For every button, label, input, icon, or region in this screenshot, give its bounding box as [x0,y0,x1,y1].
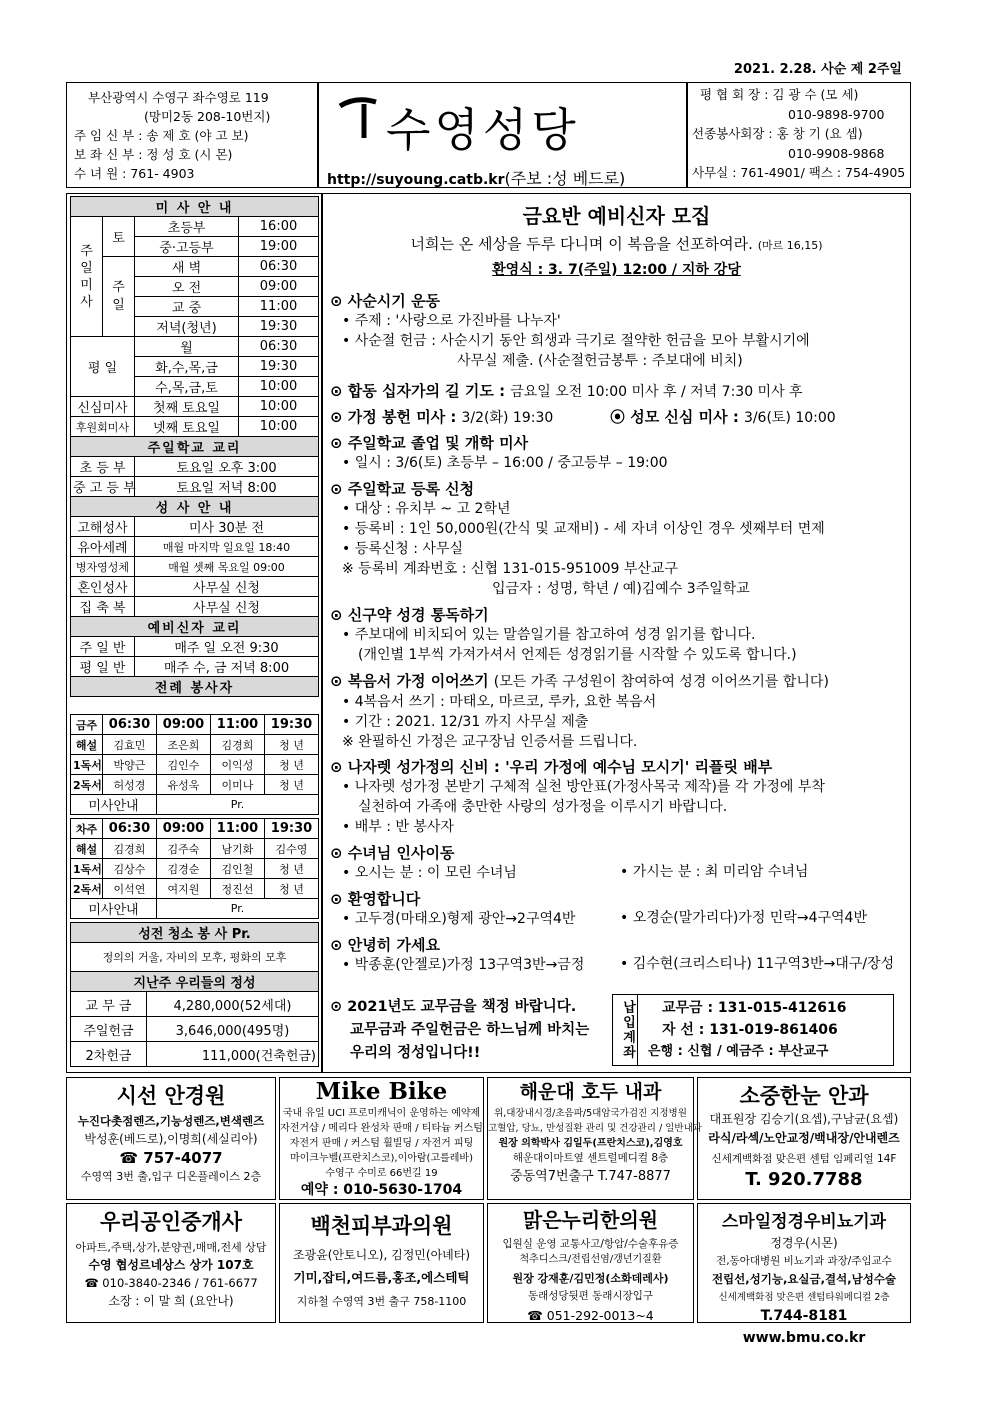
notice-line: • 가시는 분 : 최 미리암 수녀님 [620,864,809,880]
offering-name: 2차헌금 [71,1042,147,1067]
ad-title: 백천피부과의원 [310,1214,453,1238]
notice-item [330,478,905,604]
notice-line: • 기간 : 2021. 12/31 까지 사무실 제출 [342,714,589,730]
notice-title: ⊙ 가정 봉헌 미사 : [330,408,457,426]
school-group: 초 등 부 [71,457,135,477]
ad-title: 소중한눈 안과 [739,1084,869,1108]
ad-line: 신세계백화점 맞은편 센텀타워메디컬 2층 [718,1292,890,1303]
notice-list [330,290,905,980]
council-info [692,85,908,183]
sacrament-name: 병자영성체 [71,557,135,577]
ad-line: 입원실 운영 교통사고/항암/수술후유증 [502,1238,679,1250]
account-label: 납입계좌 [612,994,638,1066]
verse-ref: (마르 16,15) [757,239,823,252]
notice-line: 실천하여 가족애 충만한 사랑의 성가정을 이루시기 바랍니다. [358,799,728,815]
ad-realty[interactable] [66,1203,276,1323]
mass-row-time: 19:30 [239,317,319,337]
header-divider-left [317,82,319,188]
notice-line: • 고두경(마태오)형제 광안→2구역4반 [342,911,576,927]
ad-line: 자전거 판매 / 커스텀 휠빌딩 / 자전거 피팅 [289,1138,474,1149]
mass-row-name: 새 벽 [135,257,239,277]
patron-saint: (주보 :성 베드로) [504,169,626,188]
server-role: 해설 [71,735,103,755]
bible-verse [322,233,911,254]
ad-line: 아파트,주택,상가,분양권,매매,전세 상담 [75,1241,267,1254]
mass-row-time: 16:00 [239,217,319,237]
bullet-icon: ⊙ [330,936,348,954]
bullet-icon: ⊙ [330,844,348,862]
church-url[interactable] [327,166,625,189]
cleaning-title: 성전 청소 봉 사 Pr. [71,923,319,943]
ad-title: 스마일정경우비뇨기과 [721,1212,887,1232]
sacrament-info: 매월 셋째 목요일 09:00 [135,557,319,577]
mass-row-time: 19:30 [239,357,319,377]
ad-line: ☎ 010-3840-2346 / 761-6677 [84,1276,258,1290]
servers-title: 전례 봉사자 [71,677,319,697]
ad-urology[interactable] [697,1203,911,1346]
server-name: 이익성 [211,755,265,775]
ad-line: 국내 유일 UCI 프로미캐닉이 운영하는 예약제 [282,1108,481,1119]
address-detail: (망미2동 208-10번지) [144,109,271,124]
ad-line: 박성훈(베드로),이명희(세실리아) [84,1132,258,1146]
sunday-label: 주 일 [103,257,135,337]
ad-line: 전,동아대병원 비뇨기과 과장/주임교수 [716,1255,892,1267]
mass-row-time: 10:00 [239,377,319,397]
mass-row-name: 화,수,목,금 [135,357,239,377]
extra-mass-time: 10:00 [239,417,319,437]
ad-line: 동래성당뒷편 동래시장입구 [527,1290,654,1302]
servers-head: 11:00 [211,715,265,735]
ad-line: 대표원장 김승기(요셉),구남균(요셉) [709,1112,899,1126]
notice-item [330,888,905,934]
ad-line: 수영구 수미로 66번길 19 [325,1168,438,1179]
notice-item [330,406,905,432]
notice-title: ⊙ 수녀님 인사이동 [330,844,455,862]
mass-row-name: 저녁(청년) [135,317,239,337]
church-logo-mark [336,92,382,146]
extra-mass-name: 후원회미사 [71,417,135,437]
notice-title: ⊙ 신구약 성경 통독하기 [330,606,489,624]
mass-row-name: 월 [135,337,239,357]
mass-row-name: 교 중 [135,297,239,317]
notice-line: • 등록신청 : 사무실 [342,541,463,557]
church-logo-text: 수영성당 [386,103,580,157]
notice-item [330,380,905,406]
ad-line: 마이크누벨(프란치스코),이아람(고를레바) [289,1153,473,1164]
notice-title: ⊙ 주일학교 졸업 및 개학 미사 [330,434,529,452]
tithe-line: 교무금과 주일헌금은 하느님께 바치는 [350,1022,590,1038]
server-name: 박양근 [103,755,157,775]
servers-head: 11:00 [211,819,265,839]
sacrament-name: 유아세례 [71,537,135,557]
bullet-icon: ⊙ [330,890,348,908]
servers-head: 09:00 [157,819,211,839]
office-phone: 사무실 : 761-4901/ 팩스 : 754-4905 [692,165,906,180]
ad-line: 위,대장내시경/초음파/5대암국가검진 지정병원 [494,1108,687,1119]
bullet-icon: ⊙ [330,382,348,400]
notice-line: • 오경순(말가리다)가정 민락→4구역4반 [620,910,867,926]
ad-title: Mike Bike [315,1078,448,1105]
catechumen-class: 주 일 반 [71,637,135,657]
servers-head: 19:30 [265,819,319,839]
notice-detail: 3/2(화) 19:30 [461,410,554,426]
ad-eyewear[interactable] [66,1077,276,1200]
server-name: 이석연 [103,879,157,899]
servers-table-this-week [70,714,319,815]
offering-name: 교 무 금 [71,992,147,1017]
bullet-icon: ⊙ [330,672,348,690]
ad-line: 수영 협성르네상스 상가 107호 [88,1258,254,1272]
ad-title: 해운대 호두 내과 [519,1081,662,1103]
servers-head: 차주 [71,819,103,839]
server-name: 남기화 [211,839,265,859]
catechumen-title: 예비신자 교리 [71,617,319,637]
notice-line: • 등록비 : 1인 50,000원(간식 및 교재비) - 세 자녀 이상인 경우 셋째부터 면제 [342,521,825,537]
sacrament-title: 성 사 안 내 [71,497,319,517]
ad-title: 맑은누리한의원 [522,1208,659,1232]
notice-line: • 사순절 헌금 : 사순시기 동안 희생과 극기로 절약한 헌금을 모아 부활시기에 [342,333,810,349]
ad-line: 조광윤(안토니오), 김정민(아녜타) [292,1248,471,1262]
ad-line: 원장 강재훈/김민정(소화데레사) [512,1272,669,1285]
server-name: 청 년 [265,879,319,899]
servers-head: 06:30 [103,715,157,735]
ad-phone: 예약 : 010-5630-1704 [300,1182,463,1198]
notice-line: • 오시는 분 : 이 모린 수녀님 [342,865,517,881]
ad-oriental-clinic[interactable] [487,1203,694,1323]
notice-item [330,842,905,888]
notice-line: • 주보대에 비치되어 있는 말씀일기를 참고하여 성경 읽기를 합니다. [342,627,756,643]
extra-mass-time: 10:00 [239,397,319,417]
notice-line: • 김수현(크리스티나) 11구역3반→대구/장성 [620,956,895,972]
ad-phone: T. 920.7788 [745,1169,863,1190]
notice-line: • 일시 : 3/6(토) 초등부 – 16:00 / 중고등부 – 19:00 [342,455,668,471]
account-line: 은행 : 신협 / 예금주 : 부산교구 [648,1044,829,1059]
server-name: 정진선 [211,879,265,899]
bullet-icon: ⦿ [610,408,631,426]
pastor: 주 임 신 부 : 송 제 호 (야 고 보) [74,128,249,143]
notice-item [330,604,905,670]
mass-title: 미 사 안 내 [71,197,319,217]
mass-row-name: 수,목,금,토 [135,377,239,397]
school-title: 주일학교 교리 [71,437,319,457]
server-name: 여지원 [157,879,211,899]
server-name: 청 년 [265,775,319,795]
server-name: 김경순 [157,859,211,879]
notice-item [330,290,905,380]
server-role: 해설 [71,839,103,859]
servers-table-next-week [70,818,319,919]
notice-detail: (모든 가족 구성원이 참여하여 성경 이어쓰기를 합니다) [493,674,829,690]
issue-date: 2021. 2.28. 사순 제 2주일 [733,62,902,77]
notice-item [330,934,905,980]
mass-guide-value: Pr. [157,795,319,815]
bullet-icon: ⊙ [330,758,348,776]
server-name: 이미나 [211,775,265,795]
mass-row-name: 오 전 [135,277,239,297]
server-name: 청 년 [265,859,319,879]
saturday-label: 토 [103,217,135,257]
council-president: 평 협 회 장 : 김 광 수 (모 세) [700,87,859,102]
cleaning-offering-table [70,922,319,1067]
extra-mass-name: 신심미사 [71,397,135,417]
notice-line: • 대상 : 유치부 ~ 고 2학년 [342,501,511,517]
notice-item [330,670,905,756]
notice-line: • 박종훈(안젤로)가정 13구역3반→금정 [342,957,585,973]
school-time: 토요일 저녁 8:00 [135,477,319,497]
notice-line: • 나자렛 성가정 본받기 구체적 실천 방안표(가정사목국 제작)를 각 가정에 부착 [342,779,825,795]
tithe-line: ⊙ 2021년도 교무금을 책정 바랍니다. [330,999,577,1015]
ad-line: 기미,잡티,여드름,홍조,에스테틱 [293,1270,470,1285]
sacrament-info: 매월 마지막 일요일 18:40 [135,537,319,557]
notice-title: ⊙ 복음서 가정 이어쓰기 [330,672,489,690]
sacrament-name: 집 축 복 [71,597,135,617]
notice-title: ⊙ 환영합니다 [330,890,421,908]
bullet-icon: ⊙ [330,480,348,498]
ad-phone: T.744-8181 www.bmu.co.kr [742,1308,866,1346]
servers-head: 금주 [71,715,103,735]
parish-info [74,88,314,183]
notice-detail: 금요일 오전 10:00 미사 후 / 저녁 7:30 미사 후 [510,384,803,400]
convent-phone: 수 녀 원 : 761- 4903 [74,166,195,181]
council-president-phone: 010-9898-9700 [788,106,885,122]
main-title: 금요반 예비신자 모집 [522,204,711,228]
server-name: 조은희 [157,735,211,755]
ad-phone: 중동역7번출구 T.747-8877 [510,1169,671,1184]
notice-line: • 4복음서 쓰기 : 마태오, 마르코, 루카, 요한 복음서 [342,694,657,710]
mass-guide-label: 미사안내 [71,795,157,815]
server-name: 김상수 [103,859,157,879]
ad-clinic-internal[interactable] [487,1077,702,1200]
offering-title: 지난주 우리들의 정성 [71,972,319,992]
notice-title: ⊙ 안녕히 가세요 [330,936,440,954]
offering-amount: 111,000(건축헌금) [147,1042,319,1067]
account-line: 자 선 : 131-019-861406 [662,1022,838,1038]
notice-line: ※ 등록비 계좌번호 : 신협 131-015-951009 부산교구 [342,561,678,577]
account-line: 교무금 : 131-015-412616 [662,1000,847,1016]
server-name: 김인철 [211,859,265,879]
tithe-line: 우리의 정성입니다!! [350,1045,481,1061]
ad-line: 정경우(시몬) [770,1236,838,1250]
server-role: 2독서 [71,775,103,795]
offering-amount: 3,646,000(495명) [147,1017,319,1042]
ad-line: 소장 : 이 말 희 (요안나) [108,1294,234,1308]
notice-line: • 배부 : 반 봉사자 [342,819,454,835]
catechumen-time: 매주 일 오전 9:30 [135,637,319,657]
bullet-icon: ⊙ [330,606,348,624]
ad-line: 고혈압, 당뇨, 만성질환 관리 및 건강관리 / 일반내과 [488,1123,702,1134]
header-divider-right [686,82,688,188]
extra-mass-day: 첫째 토요일 [135,397,239,417]
ad-phone: ☎ 051-292-0013~4 [527,1308,654,1323]
server-name: 김주숙 [157,839,211,859]
ad-bike[interactable] [279,1077,484,1200]
server-name: 청 년 [265,735,319,755]
extra-mass-day: 넷째 토요일 [135,417,239,437]
ad-line: 신세계백화점 맞은편 센텀 임페리얼 14F [711,1153,897,1165]
school-time: 토요일 오후 3:00 [135,457,319,477]
ad-line: 누진다촛점렌즈,기능성렌즈,변색렌즈 [77,1114,265,1128]
server-name: 김경희 [103,839,157,859]
sacrament-name: 고해성사 [71,517,135,537]
funeral-president-phone: 010-9908-9868 [788,145,885,161]
ad-title: 우리공인중개사 [99,1209,242,1234]
notice-item [330,756,905,842]
server-name: 김인수 [157,755,211,775]
mass-guide-label: 미사안내 [71,899,157,919]
ad-line: 라식/라섹/노안교정/백내장/안내렌즈 [708,1131,900,1145]
mass-row-time: 11:00 [239,297,319,317]
ad-title: 시선 안경원 [116,1084,226,1108]
funeral-president: 선종봉사회장 : 홍 창 기 (요 셉) [692,126,863,141]
mass-row-name: 중·고등부 [135,237,239,257]
school-group: 중 고 등 부 [71,477,135,497]
assistant-pastor: 보 좌 신 부 : 정 성 호 (시 몬) [74,147,233,162]
offering-amount: 4,280,000(52세대) [147,992,319,1017]
bullet-icon: ⊙ [330,999,348,1015]
welcome-line: 환영식 : 3. 7(주일) 12:00 / 지하 강당 [492,262,741,278]
mass-schedule-table [70,196,319,697]
offering-name: 주일헌금 [71,1017,147,1042]
sacrament-info: 미사 30분 전 [135,517,319,537]
ad-dermatology[interactable] [279,1203,484,1323]
notice-line: 사무실 제출. (사순절헌금봉투 : 주보대에 비치) [457,353,743,369]
ad-eye-clinic[interactable] [697,1077,911,1200]
notice-line: ※ 완필하신 가정은 교구장님 인증서를 드립니다. [342,734,638,750]
mass-row-time: 09:00 [239,277,319,297]
sacrament-info: 사무실 신청 [135,577,319,597]
notice-item [330,432,905,478]
notice-title: ⊙ 사순시기 운동 [330,292,440,310]
servers-head: 06:30 [103,819,157,839]
ad-line: 척추디스크/전립선염/갱년기질환 [519,1254,662,1265]
notice-line: (개인별 1부씩 가져가셔서 언제든 성경읽기를 시작할 수 있도록 합니다.) [358,647,797,663]
mass-row-time: 19:00 [239,237,319,257]
server-role: 2독서 [71,879,103,899]
server-role: 1독서 [71,755,103,775]
notice-title: ⊙ 나자렛 성가정의 신비 : '우리 가정에 예수님 모시기' 리플릿 배부 [330,758,773,776]
notice-title: ⊙ 합동 십자가의 길 기도 : [330,382,506,400]
ad-line: 수영역 3번 출,입구 디온플레이스 2층 [80,1170,262,1183]
mass-row-name: 초등부 [135,217,239,237]
ad-line: 전립선,성기능,요실금,결석,남성수술 [711,1272,897,1286]
servers-head: 09:00 [157,715,211,735]
catechumen-time: 매주 수, 금 저녁 8:00 [135,657,319,677]
ad-line: 원장 의학박사 김일두(프란치스코),김영호 [498,1138,683,1149]
mass-guide-value: Pr. [157,899,319,919]
server-name: 김효민 [103,735,157,755]
catechumen-class: 평 일 반 [71,657,135,677]
ad-line: 자전거샵 / 메리다 완성차 판매 / 티타늄 커스텀 [280,1123,483,1134]
sacrament-name: 혼인성사 [71,577,135,597]
mass-row-time: 06:30 [239,257,319,277]
server-name: 김수영 [265,839,319,859]
tithe-message [330,996,606,1065]
server-name: 김경희 [211,735,265,755]
bullet-icon: ⊙ [330,434,348,452]
notice-title: ⊙ 주일학교 등록 신청 [330,480,475,498]
bullet-icon: ⊙ [330,292,348,310]
server-name: 청 년 [265,755,319,775]
notice-title: ⦿ 성모 신심 미사 : [610,408,739,426]
account-list [648,997,892,1063]
bullet-icon: ⊙ [330,408,348,426]
mass-row-time: 06:30 [239,337,319,357]
notice-line: • 주제 : '사랑으로 가진바를 나누자' [342,313,561,329]
sunday-mass-label: 주 일 미 사 [71,217,103,337]
url-text[interactable]: http://suyoung.catb.kr [327,172,505,188]
cleaning-groups: 정의의 거울, 자비의 모후, 평화의 모후 [71,943,319,972]
body-divider [321,193,323,1073]
ad-phone: ☎ 757-4077 [119,1149,223,1167]
weekday-label: 평 일 [71,337,135,397]
address: 부산광역시 수영구 좌수영로 119 [88,90,269,105]
ad-line: 해운대이마트옆 센트럴메디컬 8층 [512,1152,669,1164]
server-name: 유성욱 [157,775,211,795]
servers-head: 19:30 [265,715,319,735]
sacrament-info: 사무실 신청 [135,597,319,617]
server-name: 허성경 [103,775,157,795]
notice-detail: 3/6(토) 10:00 [743,410,836,426]
notice-line: 입금자 : 성명, 학년 / 예)김예수 3주일학교 [492,581,750,597]
ad-line: 지하철 수영역 3번 출구 758-1100 [296,1295,467,1308]
verse-text: 너희는 온 세상을 두루 다니며 이 복음을 선포하여라. [410,235,753,253]
server-role: 1독서 [71,859,103,879]
